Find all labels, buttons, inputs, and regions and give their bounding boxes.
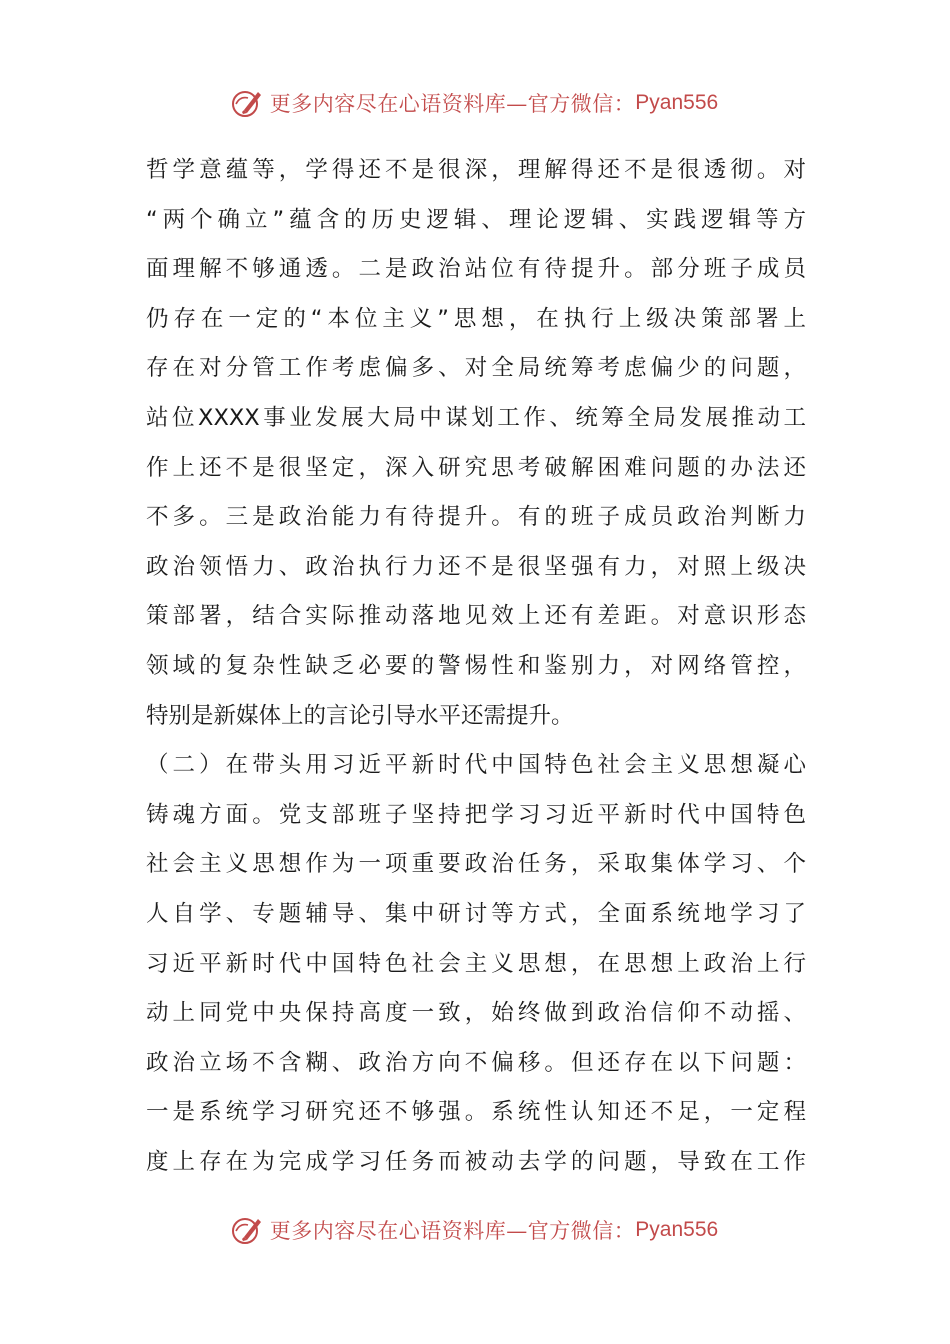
text-line: 站位XXXX事业发展大局中谋划工作、统筹全局发展推动工	[146, 404, 806, 431]
text-line: “两个确立”蕴含的历史逻辑、理论逻辑、实践逻辑等方	[146, 206, 806, 233]
text-line: （二）在带头用习近平新时代中国特色社会主义思想凝心	[146, 752, 806, 779]
banner-wechat-id: Pyan556	[635, 1218, 719, 1241]
text-line: 习近平新时代中国特色社会主义思想，在思想上政治上行	[146, 950, 806, 977]
header-watermark-banner	[0, 83, 950, 123]
text-line: 不多。三是政治能力有待提升。有的班子成员政治判断力	[146, 504, 806, 531]
footer-watermark-banner	[0, 1210, 950, 1250]
text-line: 人自学、专题辅导、集中研讨等方式，全面系统地学习了	[146, 900, 806, 927]
text-line: 面理解不够通透。二是政治站位有待提升。部分班子成员	[146, 256, 806, 283]
banner-wechat-id: Pyan556	[635, 91, 719, 114]
text-line: 策部署，结合实际推动落地见效上还有差距。对意识形态	[146, 603, 806, 630]
pen-nib-circle-icon	[230, 86, 264, 120]
text-line: 仍存在一定的“本位主义”思想，在执行上级决策部署上	[146, 305, 806, 332]
text-line: 存在对分管工作考虑偏多、对全局统筹考虑偏少的问题，	[146, 355, 806, 382]
text-line: 铸魂方面。党支部班子坚持把学习习近平新时代中国特色	[146, 801, 806, 828]
text-line: 政治立场不含糊、政治方向不偏移。但还存在以下问题：	[146, 1049, 806, 1076]
document-body	[146, 146, 806, 1187]
text-line: 作上还不是很坚定，深入研究思考破解困难问题的办法还	[146, 454, 806, 481]
banner-text: 更多内容尽在心语资料库—官方微信：	[269, 1219, 636, 1243]
text-line: 特别是新媒体上的言论引导水平还需提升。	[146, 702, 574, 729]
text-line: 一是系统学习研究还不够强。系统性认知还不足，一定程	[146, 1099, 806, 1126]
text-line: 领域的复杂性缺乏必要的警惕性和鉴别力，对网络管控，	[146, 652, 806, 679]
text-line: 哲学意蕴等，学得还不是很深，理解得还不是很透彻。对	[146, 157, 806, 183]
text-line: 动上同党中央保持高度一致，始终做到政治信仰不动摇、	[146, 1000, 806, 1027]
banner-text: 更多内容尽在心语资料库—官方微信：	[269, 92, 636, 116]
pen-nib-circle-icon	[230, 1213, 264, 1247]
text-line: 度上存在为完成学习任务而被动去学的问题，导致在工作	[146, 1148, 806, 1175]
text-line: 社会主义思想作为一项重要政治任务，采取集体学习、个	[146, 851, 806, 878]
text-line: 政治领悟力、政治执行力还不是很坚强有力，对照上级决	[146, 553, 806, 580]
